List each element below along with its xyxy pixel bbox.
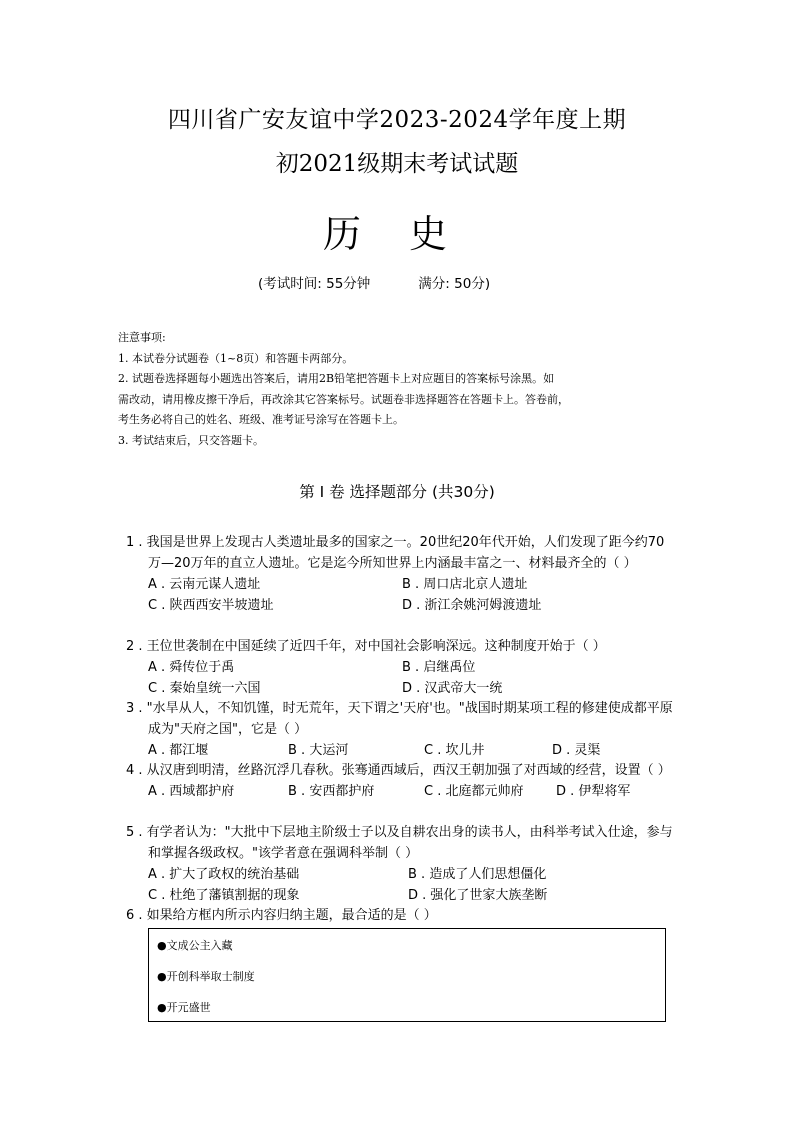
option-c: C . 坎儿井 — [424, 743, 485, 758]
exam-title-line1: 四川省广安友谊中学2023-2024学年度上期 — [167, 107, 627, 133]
option-row — [126, 740, 674, 761]
option-b: B . 大运河 — [288, 743, 349, 758]
option-d: D . 浙江余姚河姆渡遗址 — [402, 598, 542, 613]
notice-line: 需改动，请用橡皮擦干净后，再改涂其它答案标号。试题卷非选择题答在答题卡上。答卷前， — [118, 392, 569, 406]
option-row — [126, 657, 674, 678]
box-item: ●文成公主入藏 — [157, 939, 233, 952]
notice-block — [118, 328, 688, 451]
question-5 — [126, 822, 674, 906]
option-a: A . 都江堰 — [148, 743, 209, 758]
option-row — [126, 781, 674, 802]
question-stem: 1 . 我国是世界上发现古人类遗址最多的国家之一。20世纪20年代开始，人们发现了距今约70万—20万年的直立人遗址。它是迄今所知世界上内涵最丰富之一、材料最齐全的（ ） — [126, 535, 665, 571]
question-stem: 3 . "水旱从人，不知饥馑，时无荒年，天下谓之'天府'也。"战国时期某项工程的修建使成都平原成为"天府之国"，它是（ ） — [126, 701, 673, 737]
option-row — [126, 574, 674, 595]
exam-title-line2: 初2021级期末考试试题 — [275, 151, 519, 177]
box-item: ●开元盛世 — [157, 1001, 211, 1014]
notice-line: 1. 本试卷分试题卷（1~8页）和答题卡两部分。 — [118, 351, 354, 365]
option-c: C . 陕西西安半坡遗址 — [148, 598, 274, 613]
question-4 — [126, 760, 674, 802]
question-stem: 5 . 有学者认为："大批中下层地主阶级士子以及自耕农出身的读书人，由科举考试入仕途，参与和掌握各级政权。"该学者意在强调科举制（ ） — [126, 825, 673, 861]
question-2 — [126, 636, 674, 699]
notice-heading: 注意事项: — [118, 331, 166, 344]
option-row — [126, 595, 674, 616]
notice-line: 3. 考试结束后，只交答题卡。 — [118, 433, 264, 447]
notice-line: 考生务必将自己的姓名、班级、准考证号涂写在答题卡上。 — [118, 413, 404, 426]
question-1 — [126, 532, 674, 616]
option-a: A . 扩大了政权的统治基础 — [148, 867, 300, 882]
option-d: D . 灵渠 — [552, 743, 601, 758]
content-box — [148, 928, 666, 1022]
question-stem: 6 . 如果给方框内所示内容归纳主题，最合适的是（ ） — [126, 908, 437, 923]
option-row — [126, 864, 674, 885]
section-title: 第 I 卷 选择题部分 (共30分) — [299, 483, 495, 501]
full-score: 满分: 50分) — [418, 276, 491, 292]
option-b: B . 造成了人们思想僵化 — [408, 867, 547, 882]
option-b: B . 启继禹位 — [402, 660, 476, 675]
question-6 — [126, 905, 674, 926]
option-c: C . 北庭都元帅府 — [424, 784, 524, 799]
option-a: A . 西域都护府 — [148, 784, 235, 799]
question-stem: 4 . 从汉唐到明清，丝路沉浮几春秋。张骞通西域后，西汉王朝加强了对西域的经营，设置（ ） — [126, 763, 671, 778]
box-item: ●开创科举取士制度 — [157, 970, 255, 983]
option-d: D . 强化了世家大族垄断 — [408, 888, 548, 903]
question-stem: 2 . 王位世袭制在中国延续了近四千年，对中国社会影响深远。这种制度开始于（ ） — [126, 639, 606, 654]
option-b: B . 安西都护府 — [288, 784, 375, 799]
option-b: B . 周口店北京人遗址 — [402, 577, 528, 592]
option-a: A . 舜传位于禹 — [148, 660, 235, 675]
option-d: D . 伊犁将军 — [556, 784, 631, 799]
option-a: A . 云南元谋人遗址 — [148, 577, 261, 592]
subject-title: 历史 — [322, 212, 495, 256]
option-c: C . 杜绝了藩镇割据的现象 — [148, 888, 300, 903]
option-row — [126, 885, 674, 906]
exam-time: (考试时间: 55分钟 — [258, 276, 371, 292]
notice-line: 2. 试题卷选择题每小题选出答案后，请用2B铅笔把答题卡上对应题目的答案标号涂黑。如 — [118, 372, 555, 385]
option-row — [126, 678, 674, 699]
option-c: C . 秦始皇统一六国 — [148, 681, 261, 696]
exam-meta — [258, 272, 490, 292]
question-3 — [126, 698, 674, 761]
option-d: D . 汉武帝大一统 — [402, 681, 503, 696]
